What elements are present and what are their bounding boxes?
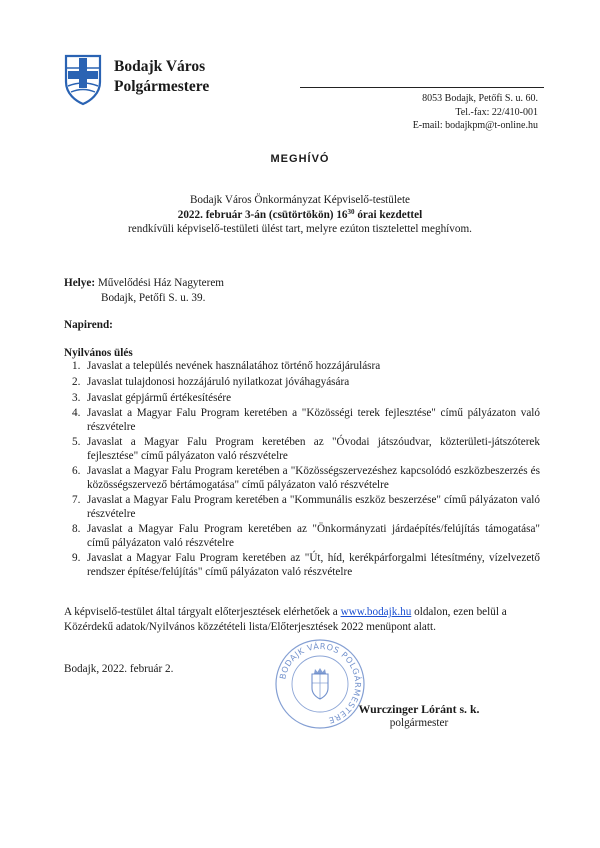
section-heading: Nyilvános ülés <box>64 347 133 359</box>
venue-name: Művelődési Ház Nagyterem <box>95 277 224 289</box>
agenda-list <box>64 360 540 581</box>
agenda-heading: Napirend: <box>64 319 113 331</box>
signer-role: polgármester <box>389 717 449 729</box>
stamp-text: BODAJK VÁROS POLGÁRMESTERE <box>277 640 364 726</box>
agenda-item <box>64 376 540 389</box>
agenda-item-text: Javaslat tulajdonosi hozzájáruló nyilatkozat jóváhagyására <box>87 375 350 388</box>
documents-note: A képviselő-testület által tárgyalt előterjesztések elérhetőek a www.bodajk.hu oldalon, ezen belül a Közérdekű adatok/Nyilvános közzétételi lista/Előterjesztések 2022 menüpont alatt. <box>64 606 507 633</box>
venue-block <box>64 276 224 305</box>
intro-line-3: rendkívüli képviselő-testületi ülést tart, melyre ezúton tisztelettel meghívom. <box>128 223 472 235</box>
agenda-item-text: Javaslat a Magyar Falu Program keretében az "Út, híd, kerékpárforgalmi létesítmény, vízelvezető rendszer építése/felújítás" című pályázaton való részvételre <box>87 552 540 578</box>
agenda-item-number: 8. <box>72 523 81 536</box>
agenda-item-number: 1. <box>72 360 81 372</box>
intro-line-1: Bodajk Város Önkormányzat Képviselő-testülete <box>189 194 411 206</box>
email: E-mail: bodajkpm@t-online.hu <box>412 120 538 132</box>
agenda-item <box>64 552 540 578</box>
agenda-item-text: Javaslat a Magyar Falu Program keretében a "Közösségszervezéshez kapcsolódó eszközbeszerzés és közösségszervező bértámogatása" című pályázaton való részvételre <box>87 465 540 491</box>
agenda-item <box>64 465 540 491</box>
venue-label: Helye: <box>64 277 96 289</box>
agenda-item-number: 9. <box>72 552 81 565</box>
agenda-item-text: Javaslat a Magyar Falu Program keretében a "Kommunális eszköz beszerzése" című pályázaton való részvételre <box>87 494 540 520</box>
agenda-item <box>64 360 540 373</box>
agenda-item-number: 3. <box>72 391 81 404</box>
address: 8053 Bodajk, Petőfi S. u. 60. <box>422 93 538 104</box>
agenda-item-text: Javaslat a Magyar Falu Program keretében az "Önkormányzati járdaépítés/felújítás támogatása" című pályázaton való részvételre <box>87 523 540 549</box>
agenda-item-number: 5. <box>72 436 81 449</box>
agenda-item <box>64 436 540 462</box>
invitation-intro <box>0 193 600 237</box>
contact-block <box>413 92 538 133</box>
phone: Tel.-fax: 22/410-001 <box>455 106 538 118</box>
document-title: MEGHÍVÓ <box>270 153 330 165</box>
org-line-2: Polgármestere <box>114 78 210 95</box>
agenda-item <box>64 494 540 520</box>
date-line: Bodajk, 2022. február 2. <box>64 663 174 675</box>
org-line-1: Bodajk Város <box>114 58 206 75</box>
agenda-item-text: Javaslat a Magyar Falu Program keretében az "Óvodai játszóudvar, közterületi-játszóterek fejlesztése" című pályázaton való részvételre <box>87 436 540 462</box>
signature-block <box>349 702 489 730</box>
agenda-item <box>64 523 540 549</box>
agenda-item <box>64 407 540 433</box>
agenda-item <box>64 392 540 405</box>
header-divider <box>300 87 544 88</box>
agenda-item-number: 4. <box>72 407 81 420</box>
agenda-item-number: 7. <box>72 494 81 507</box>
agenda-item-text: Javaslat a település nevének használatához történő hozzájárulásra <box>87 360 381 372</box>
organization-name <box>114 57 209 97</box>
venue-address: Bodajk, Petőfi S. u. 39. <box>101 291 206 304</box>
agenda-item-number: 2. <box>72 375 81 388</box>
agenda-item-text: Javaslat a Magyar Falu Program keretében a "Közösségi terek fejlesztése" című pályázaton való részvételre <box>87 407 540 433</box>
agenda-item-number: 6. <box>72 465 81 478</box>
signer-name: Wurczinger Lóránt s. k. <box>358 702 480 716</box>
agenda-item-text: Javaslat gépjármű értékesítésére <box>87 391 232 404</box>
intro-line-2: 2022. február 3-án (csütörtökön) $16^{30}$ órai kezdettel <box>177 207 423 221</box>
coat-of-arms-icon <box>64 54 102 106</box>
website-link[interactable]: www.bodajk.hu <box>340 606 412 618</box>
